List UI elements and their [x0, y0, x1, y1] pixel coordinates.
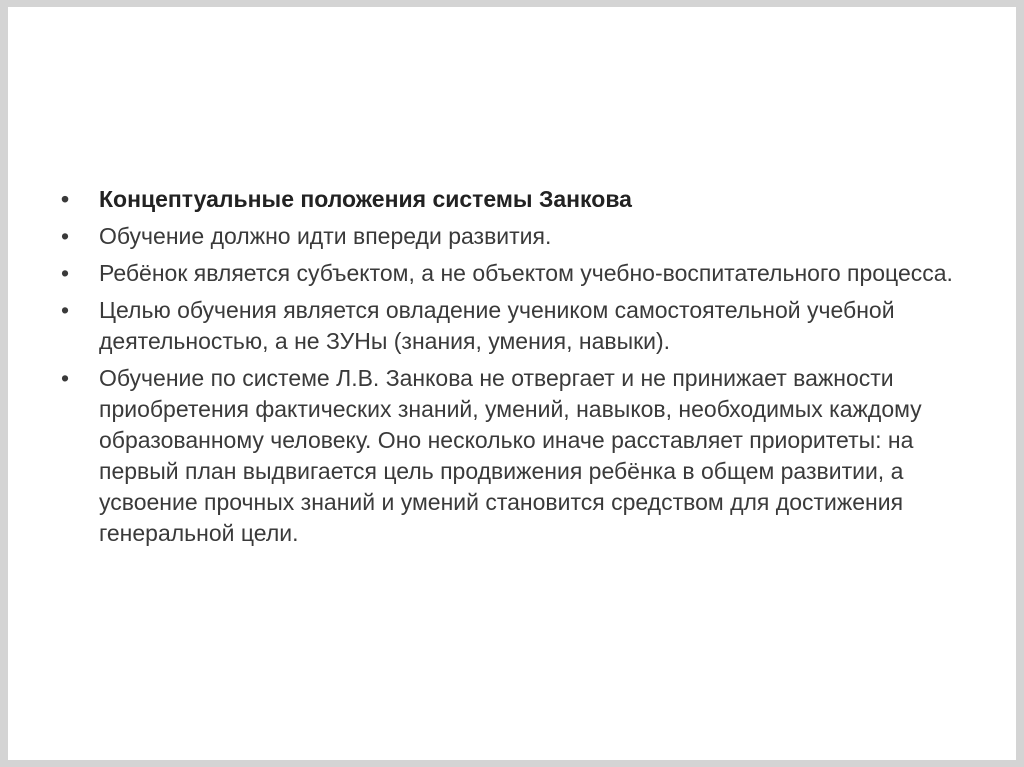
bullet-item: [59, 363, 969, 549]
bullet-text: Ребёнок является субъектом, а не объектом учебно-воспитательного процесса.: [99, 260, 953, 286]
bullet-text: Обучение должно идти впереди развития.: [99, 223, 552, 249]
bullet-marker: •: [61, 186, 70, 212]
bullet-text: Целью обучения является овладение учеником самостоятельной учебной деятельностью, а не ЗУНы (знания, умения, навыки).: [99, 297, 895, 354]
bullet-marker: •: [61, 260, 70, 286]
bullet-item: [59, 258, 969, 289]
bullet-heading: [59, 184, 969, 215]
slide: [8, 7, 1016, 760]
bullet-item: [59, 295, 969, 357]
bullet-list: [59, 184, 969, 555]
bullet-text: Обучение по системе Л.В. Занкова не отвергает и не принижает важности приобретения фактических знаний, умений, навыков, необходимых каждому образованному человеку. Оно несколько иначе расставляет приоритеты: на первый план выдвигается цель продвижения ребёнка в общем развитии, а усвоение прочных знаний и умений становится средством для достижения генеральной цели.: [99, 365, 922, 546]
bullet-text: Концептуальные положения системы Занкова: [99, 186, 632, 212]
bullet-item: [59, 221, 969, 252]
bullet-marker: •: [61, 223, 70, 249]
bullet-marker: •: [61, 297, 70, 323]
bullet-marker: •: [61, 365, 70, 391]
